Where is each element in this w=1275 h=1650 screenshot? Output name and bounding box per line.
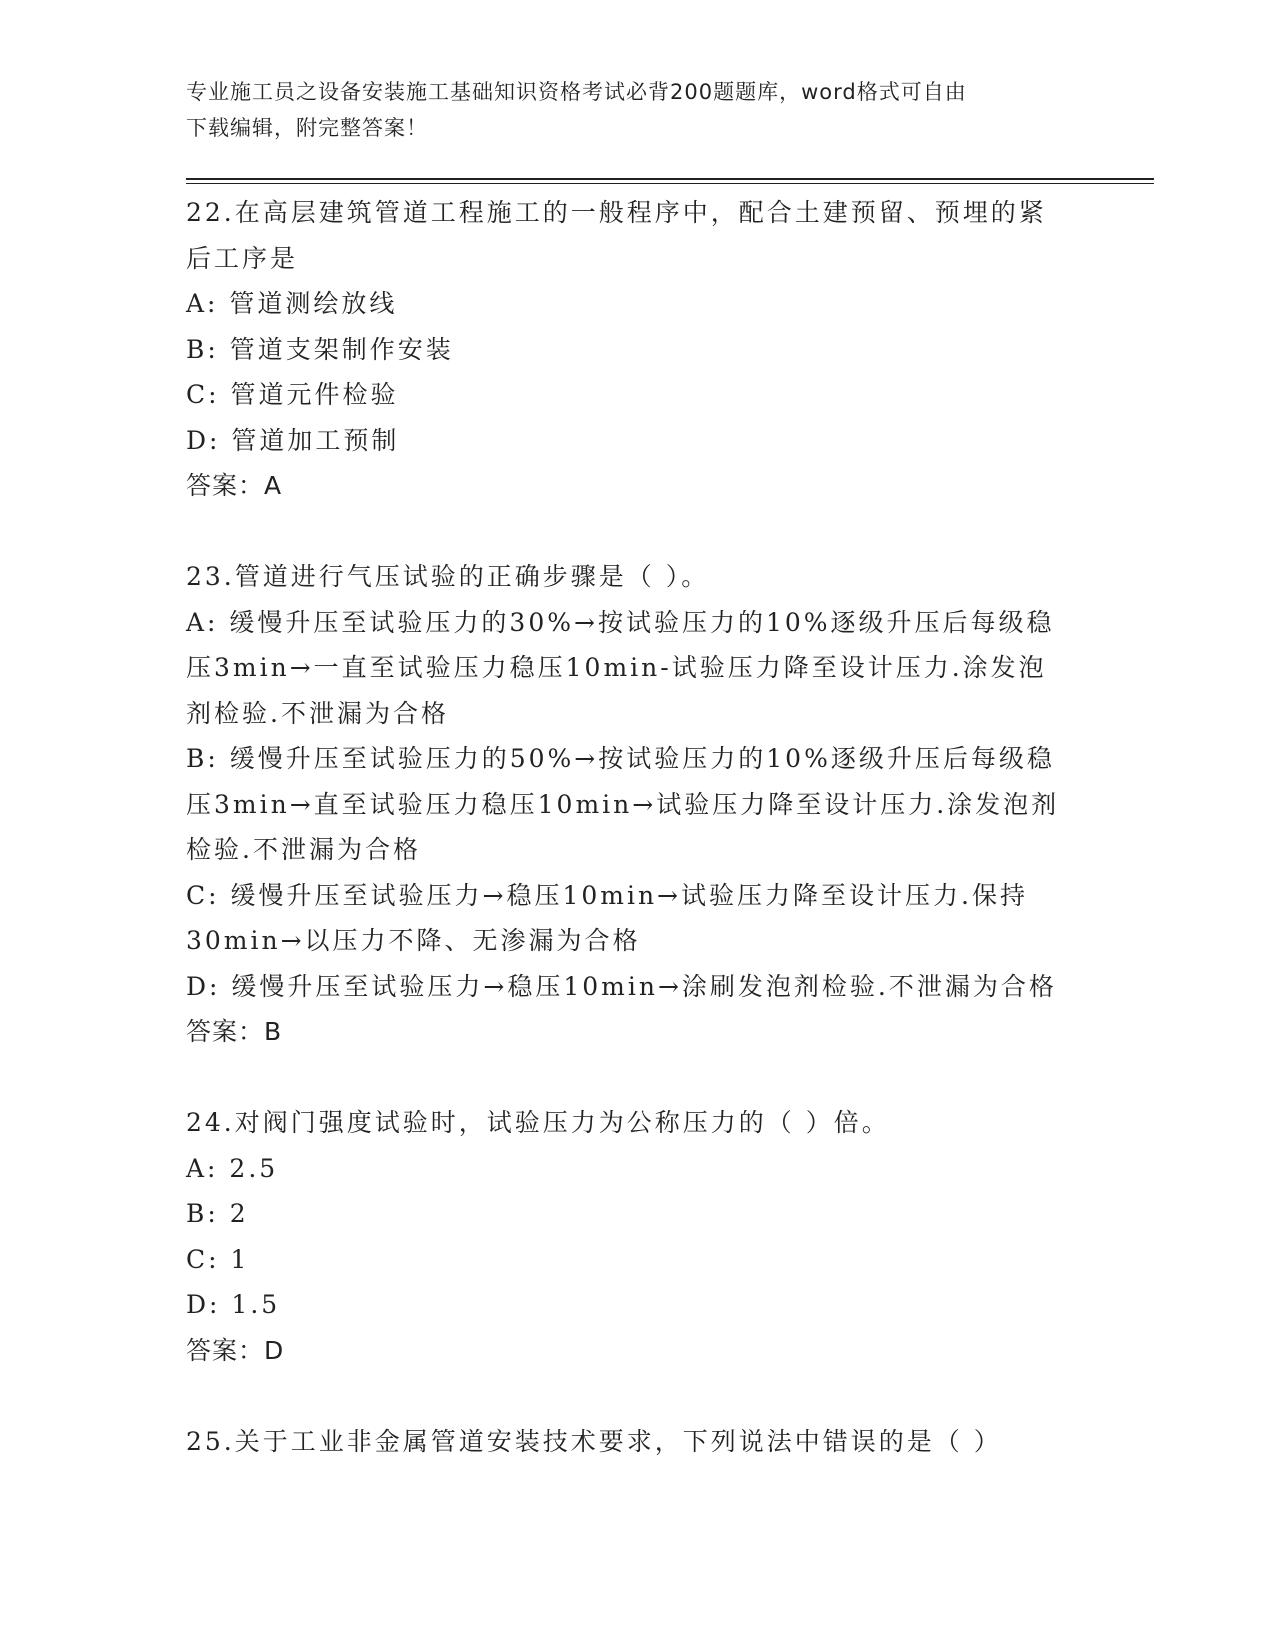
option-c-line: 30min→以压力不降、无渗漏为合格 xyxy=(186,926,641,955)
option-c-line: C: 管道元件检验 xyxy=(186,380,399,409)
option-b-line: B: 管道支架制作安装 xyxy=(186,334,454,364)
question-block xyxy=(186,1100,1086,1373)
option-a-line: A: 缓慢升压至试验压力的30%→按试验压力的10%逐级升压后每级稳 xyxy=(186,607,1055,637)
question-stem-line: 22.在高层建筑管道工程施工的一般程序中，配合土建预留、预埋的紧 xyxy=(186,198,1047,227)
answer-line: 答案：B xyxy=(186,1017,283,1046)
option-c-line: C: 1 xyxy=(186,1244,250,1274)
option-a-line: A: 2.5 xyxy=(186,1153,279,1183)
answer-line: 答案：A xyxy=(186,471,283,500)
question-spacer xyxy=(186,1055,1086,1101)
header-line-1: 专业施工员之设备安装施工基础知识资格考试必背200题题库，word格式可自由 xyxy=(186,80,967,104)
question-block xyxy=(186,554,1086,1055)
option-b-line: 压3min→直至试验压力稳压10min→试验压力降至设计压力.涂发泡剂 xyxy=(186,789,1060,819)
question-block xyxy=(186,190,1086,509)
option-b-line: B: 2 xyxy=(186,1199,249,1228)
header-line-2: 下载编辑，附完整答案！ xyxy=(186,116,428,140)
question-stem-line: 后工序是 xyxy=(186,243,299,273)
option-d-line: D: 管道加工预制 xyxy=(186,425,400,455)
option-a-line: A: 管道测绘放线 xyxy=(186,289,398,318)
option-b-line: B: 缓慢升压至试验压力的50%→按试验压力的10%逐级升压后每级稳 xyxy=(186,744,1055,773)
option-d-line: D: 1.5 xyxy=(186,1290,281,1319)
option-d-line: D: 缓慢升压至试验压力→稳压10min→涂刷发泡剂检验.不泄漏为合格 xyxy=(186,971,1057,1001)
option-b-line: 检验.不泄漏为合格 xyxy=(186,835,421,864)
option-c-line: C: 缓慢升压至试验压力→稳压10min→试验压力降至设计压力.保持 xyxy=(186,880,1028,910)
question-list xyxy=(186,190,1086,1464)
answer-line: 答案：D xyxy=(186,1335,285,1365)
question-spacer xyxy=(186,509,1086,555)
option-a-line: 压3min→一直至试验压力稳压10min-试验压力降至设计压力.涂发泡 xyxy=(186,653,1047,682)
header-divider-thick xyxy=(186,178,1154,180)
question-stem-line: 24.对阀门强度试验时，试验压力为公称压力的（ ）倍。 xyxy=(186,1108,890,1137)
question-block xyxy=(186,1419,1086,1465)
document-header xyxy=(186,74,1086,146)
question-stem-line: 25.关于工业非金属管道安装技术要求，下列说法中错误的是（ ） xyxy=(186,1426,1002,1456)
header-divider-thin xyxy=(186,183,1154,184)
question-stem-line: 23.管道进行气压试验的正确步骤是（ ）。 xyxy=(186,562,710,591)
question-spacer xyxy=(186,1373,1086,1419)
option-a-line: 剂检验.不泄漏为合格 xyxy=(186,698,449,728)
